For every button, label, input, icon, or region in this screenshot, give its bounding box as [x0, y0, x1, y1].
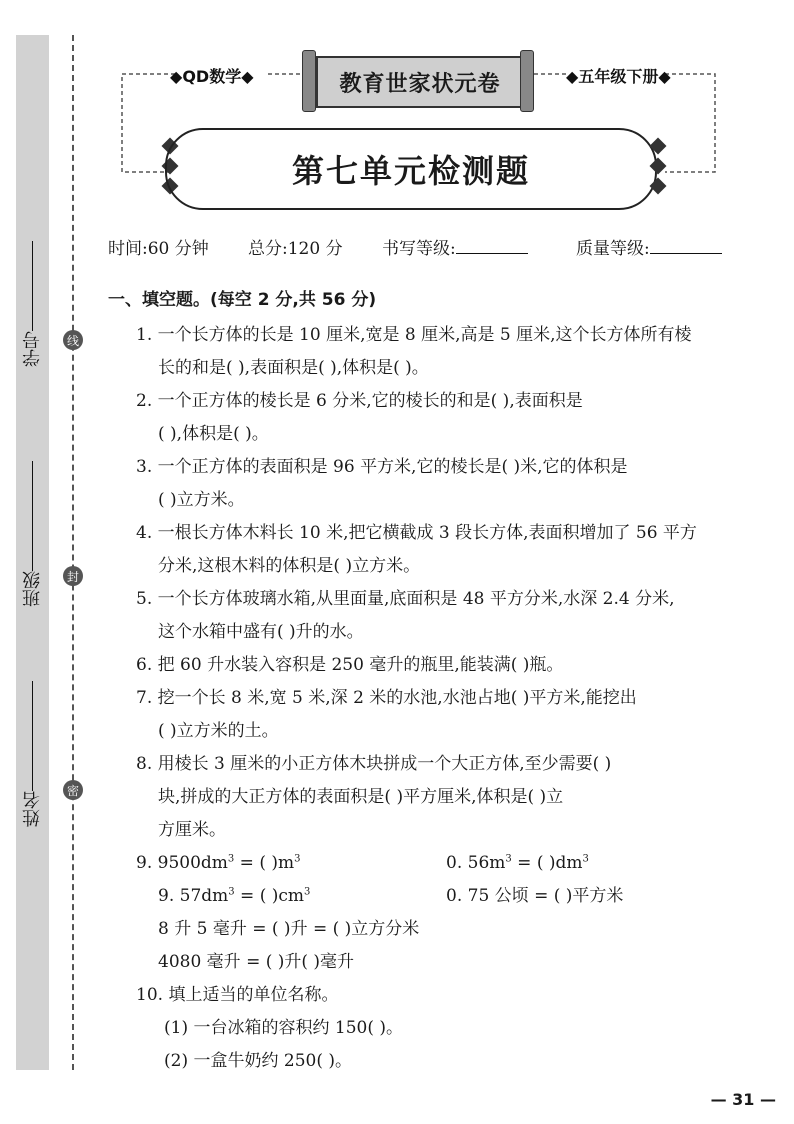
- exam-total-score: 总分:120 分: [248, 239, 343, 259]
- student-id-field: [16, 235, 49, 367]
- diamond-icon: ◆: [170, 67, 183, 86]
- question-8: 8. 用棱长 3 厘米的小正方体木块拼成一个大正方体,至少需要( ) 块,拼成的大正方体的表面积是( )平方厘米,体积是( )立 方厘米。: [136, 754, 612, 840]
- question-5: 5. 一个长方体玻璃水箱,从里面量,底面积是 48 平方分米,水深 2.4 分米, 这个水箱中盛有( )升的水。: [136, 589, 675, 642]
- scroll-rod-left: [302, 50, 316, 112]
- writing-grade-blank[interactable]: [456, 239, 528, 254]
- seal-seal-marker: 封: [63, 566, 83, 586]
- seal-line-marker: 线: [63, 330, 83, 350]
- brand-title: 教育世家状元卷: [316, 56, 524, 108]
- diamond-icon: ◆: [566, 67, 579, 86]
- brand-scroll: [302, 50, 534, 110]
- section-title: 一、填空题。(每空 2 分,共 56 分): [108, 290, 377, 310]
- scroll-rod-right: [520, 50, 534, 112]
- page-number: — 31 —: [710, 1090, 776, 1109]
- question-10: 10. 填上适当的单位名称。 (1) 一台冰箱的容积约 150( )。 (2) 一盒牛奶约 250( )。: [136, 985, 404, 1071]
- diamond-cluster-right: [648, 140, 668, 200]
- name-label: 姓名: [21, 791, 43, 827]
- question-4: 4. 一根长方体木料长 10 米,把它横截成 3 段长方体,表面积增加了 56 平方 分米,这根木料的体积是( )立方米。: [136, 523, 697, 576]
- question-6: 6. 把 60 升水装入容积是 250 毫升的瓶里,能装满( )瓶。: [136, 655, 564, 675]
- diamond-icon: ◆: [658, 67, 671, 86]
- seal-dash-line: [72, 35, 74, 1070]
- exam-time: 时间:60 分钟: [108, 239, 209, 259]
- question-9: 9. $9500dm^3$ = ( )$m^3$ 0. $56m^3$ = ( )$dm^3$ 9. $57dm^3$ = ( )$cm^3$ 0. 75 公顷 = ( )平方米 8 升 5 毫升 = ( )升 = ( )立方分米 4080 毫升 = ( )升( )毫升: [136, 853, 624, 972]
- question-7: 7. 挖一个长 8 米,宽 5 米,深 2 米的水池,水池占地( )平方米,能挖出 ( )立方米的土。: [136, 688, 637, 741]
- quality-grade-blank[interactable]: [650, 239, 722, 254]
- diamond-icon: ◆: [241, 67, 254, 86]
- question-1: 1. 一个长方体的长是 10 厘米,宽是 8 厘米,高是 5 厘米,这个长方体所有棱 长的和是( ),表面积是( ),体积是( )。: [136, 325, 692, 378]
- subject-tag: ◆QD数学◆: [170, 67, 254, 86]
- question-2: 2. 一个正方体的棱长是 6 分米,它的棱长的和是( ),表面积是 ( ),体积是( )。: [136, 391, 583, 444]
- quality-grade: 质量等级:: [576, 234, 722, 259]
- seal-secret-marker: 密: [63, 780, 83, 800]
- page-title: 第七单元检测题: [165, 128, 657, 210]
- class-label: 班级: [21, 571, 43, 607]
- exam-content: [108, 284, 733, 1078]
- question-3: 3. 一个正方体的表面积是 96 平方米,它的棱长是( )米,它的体积是 ( )立方米。: [136, 457, 628, 510]
- student-id-label: 学号: [21, 331, 43, 367]
- name-field: [16, 675, 49, 827]
- grade-tag: ◆五年级下册◆: [566, 67, 671, 86]
- writing-grade: 书写等级:: [382, 234, 528, 259]
- class-field: [16, 455, 49, 607]
